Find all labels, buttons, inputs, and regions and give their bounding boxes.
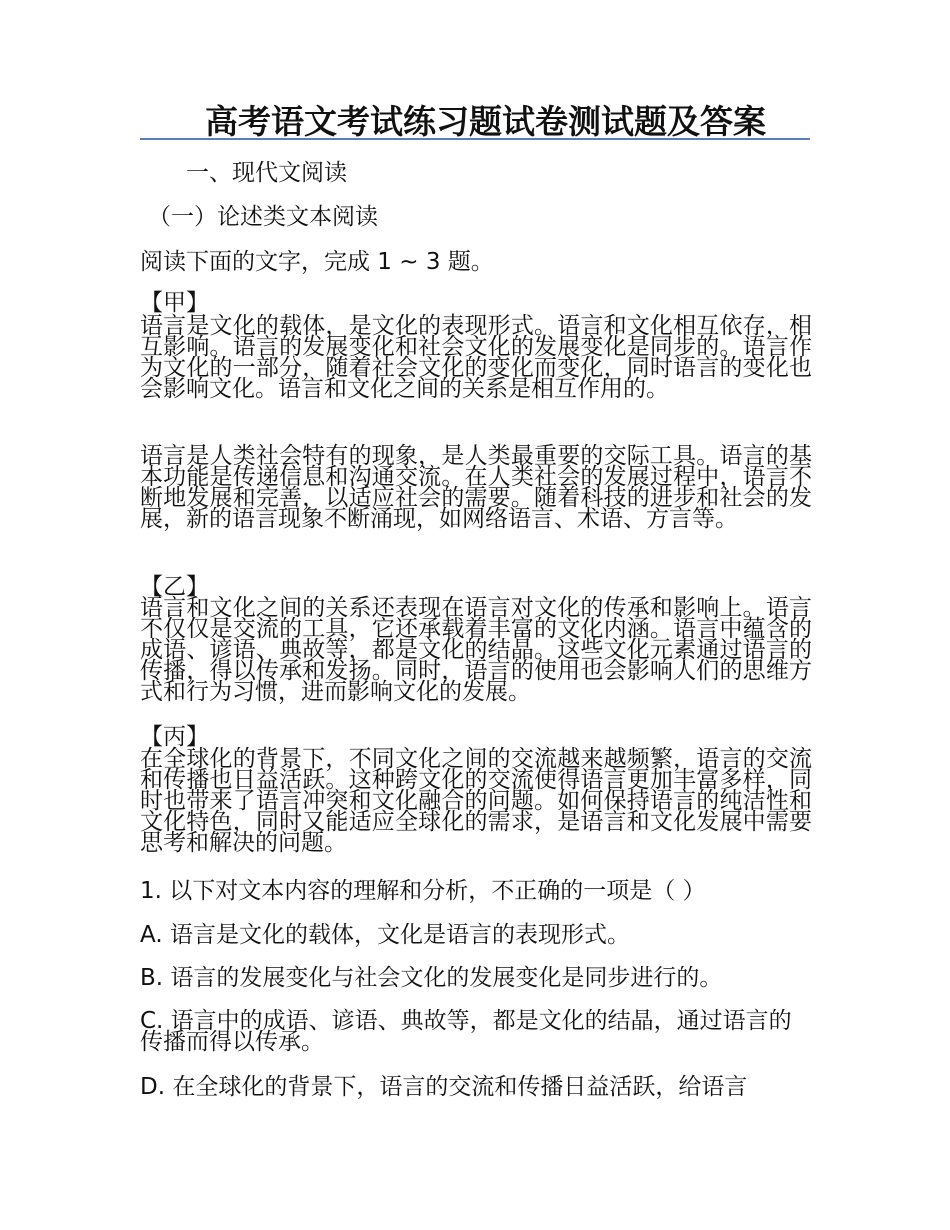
subsection-heading: （一）论述类文本阅读 xyxy=(148,204,378,230)
passage-bing-paragraph-1: 在全球化的背景下，不同文化之间的交流越来越频繁，语言的交流和传播也日益活跃。这种跨文化的交流使得语言更加丰富多样，同时也带来了语言冲突和文化融合的问题。如何保持语言的纯洁性和文化特色，同时又能适应全球化的需求，是语言和文化发展中需要思考和解决的问题。 xyxy=(140,746,812,856)
passage-marker-yi: 【乙】 xyxy=(140,574,209,600)
document-title: 高考语文考试练习题试卷测试题及答案 xyxy=(205,102,766,141)
passage-marker-bing: 【丙】 xyxy=(140,724,209,750)
question-stem: 1. 以下对文本内容的理解和分析，不正确的一项是（ ） xyxy=(140,878,706,904)
passage-marker-jia: 【甲】 xyxy=(140,290,209,316)
section-heading: 一、现代文阅读 xyxy=(186,160,347,186)
passage-yi-paragraph-1: 语言和文化之间的关系还表现在语言对文化的传承和影响上。语言不仅仅是交流的工具，它还承载着丰富的文化内涵。语言中蕴含的成语、谚语、典故等，都是文化的结晶。这些文化元素通过语言的传播，得以传承和发扬。同时，语言的使用也会影响人们的思维方式和行为习惯，进而影响文化的发展。 xyxy=(140,595,812,705)
option-b: B. 语言的发展变化与社会文化的发展变化是同步进行的。 xyxy=(140,965,723,991)
option-c: C. 语言中的成语、谚语、典故等，都是文化的结晶，通过语言的传播而得以传承。 xyxy=(140,1008,792,1055)
option-a: A. 语言是文化的载体，文化是语言的表现形式。 xyxy=(140,922,630,948)
reading-instruction: 阅读下面的文字，完成 1 ~ 3 题。 xyxy=(140,249,494,275)
passage-jia-paragraph-2: 语言是人类社会特有的现象，是人类最重要的交际工具。语言的基本功能是传递信息和沟通交流。在人类社会的发展过程中，语言不断地发展和完善，以适应社会的需要。随着科技的进步和社会的发展，新的语言现象不断涌现，如网络语言、术语、方言等。 xyxy=(140,443,812,532)
passage-jia-paragraph-1: 语言是文化的载体，是文化的表现形式。语言和文化相互依存，相互影响。语言的发展变化和社会文化的发展变化是同步的。语言作为文化的一部分，随着社会文化的变化而变化，同时语言的变化也会影响文化。语言和文化之间的关系是相互作用的。 xyxy=(140,313,812,402)
title-underline xyxy=(140,138,810,140)
option-d: D. 在全球化的背景下，语言的交流和传播日益活跃，给语言 xyxy=(140,1074,748,1100)
